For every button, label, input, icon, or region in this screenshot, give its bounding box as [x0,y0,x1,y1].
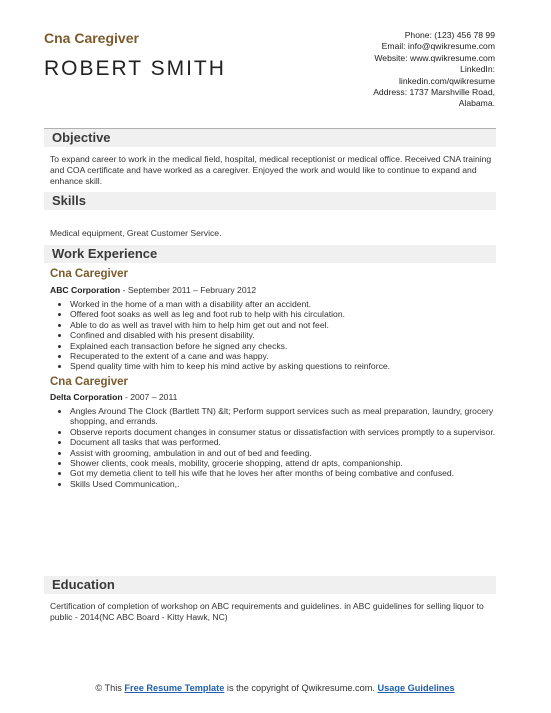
list-item: • Assist with grooming, ambulation in and out of bed and feeding. [70,448,510,458]
contact-phone: Phone: (123) 456 78 99 [404,30,495,40]
work-title: Work Experience [52,246,158,261]
list-item: • Shower clients, cook meals, mobility, grocerie shopping, attend dr apts, companionship. [70,458,510,468]
skills-text: Medical equipment, Great Customer Service. [50,228,222,238]
education-text: Certification of completion of workshop on ABC requirements and guidelines. in ABC guidelines for selling liquor to public - 2014(NC ABC Board - Kitty Hawk, NC) [50,601,484,622]
job-2-company: Delta Corporation [50,392,123,402]
header-job-title: Cna Caregiver [44,30,139,46]
job-1-dates: - September 2011 – February 2012 [120,285,257,295]
job-2-bullet-list [50,406,510,489]
list-item: • Angles Around The Clock (Bartlett TN) &lt; Perform support services such as meal preparation, laundry, grocery shopping, and errands. [70,406,510,427]
usage-guidelines-link[interactable]: Usage Guidelines [377,683,455,693]
list-item: • Got my demetia client to tell his wife that he loves her after months of being combative and confused. [70,468,510,478]
contact-website: Website: www.qwikresume.com [374,52,495,63]
list-item: • Worked in the home of a man with a disability after an accident. [70,299,510,309]
job-1-company: ABC Corporation [50,285,121,295]
skills-title: Skills [52,193,86,208]
contact-email: Email: info@qwikresume.com [381,41,495,52]
education-section-header [44,576,496,594]
list-item: • Confined and disabled with his present disability. [70,330,510,340]
contact-linkedin-label: LinkedIn: [460,64,495,75]
objective-text: To expand career to work in the medical field, hospital, medical receptionist or medical office. Received CNA training and COA certificate and have worked as a caregiver. Enjoyed the work and would like to continue to expand and enhance skill. [50,154,492,186]
list-item: • Recuperated to the extent of a cane and was happy. [70,351,510,361]
job-1-role: Cna Caregiver [50,268,128,280]
list-item: • Document all tasks that was performed. [70,437,510,447]
job-1-bullet-list [50,299,510,372]
job-2-dates: - 2007 – 2011 [122,392,178,402]
job-1-company-line [50,285,256,295]
contact-address-line1: Address: 1737 Marshville Road, [373,87,495,98]
list-item: • Explained each transaction before he signed any checks. [70,341,510,351]
job-2-role: Cna Caregiver [50,376,128,388]
list-item: • Offered foot soaks as well as leg and foot rub to help with his circulation. [70,309,510,319]
job-2-company-line [50,392,177,402]
contact-linkedin-value: linkedin.com/qwikresume [399,75,495,86]
work-section-header [44,245,496,263]
education-title: Education [52,577,115,592]
objective-section-header [44,128,496,147]
contact-block [295,30,495,110]
list-item: • Observe reports document changes in consumer status or dissatisfaction with services promptly to a supervisor. [70,427,510,437]
footer-prefix: © This [95,683,125,693]
skills-section-header [44,192,496,210]
copyright-footer [60,683,490,694]
footer-middle: is the copyright of Qwikresume.com. [224,683,378,693]
list-item: • Skills Used Communication,. [70,479,510,489]
free-resume-template-link[interactable]: Free Resume Template [124,683,225,693]
objective-title: Objective [52,130,111,145]
list-item: • Able to do as well as travel with him to help him get out and not feel. [70,320,510,330]
list-item: • Spend quality time with him to keep his mind active by asking questions to reinforce. [70,361,510,371]
candidate-name: ROBERT SMITH [44,57,226,80]
contact-address-line2: Alabama. [458,98,495,109]
